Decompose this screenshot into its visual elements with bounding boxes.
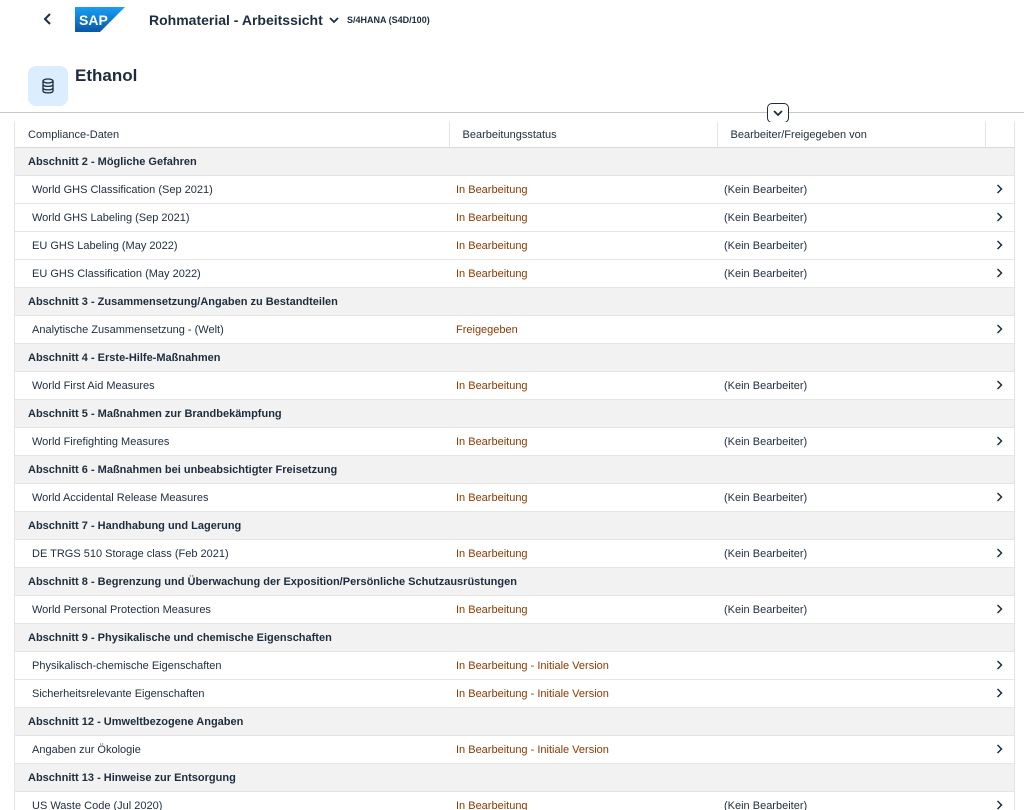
- group-header-row: [15, 148, 1014, 176]
- sap-logo[interactable]: [75, 7, 125, 32]
- group-header-row: [15, 624, 1014, 652]
- group-header-row: [15, 512, 1014, 540]
- table-row[interactable]: [15, 680, 1014, 708]
- processing-status-cell: In Bearbeitung: [449, 204, 717, 232]
- app-title: Rohmaterial - Arbeitssicht: [149, 12, 323, 28]
- row-navigation[interactable]: [985, 540, 1014, 568]
- table-row[interactable]: [15, 736, 1014, 764]
- processor-cell: [717, 652, 985, 680]
- processing-status-cell: In Bearbeitung - Initiale Version: [449, 680, 717, 708]
- compliance-data-cell: EU GHS Labeling (May 2022): [15, 232, 449, 260]
- processor-cell: [717, 680, 985, 708]
- processor-cell: (Kein Bearbeiter): [717, 540, 985, 568]
- table-row[interactable]: [15, 484, 1014, 512]
- row-navigation[interactable]: [985, 204, 1014, 232]
- group-title: Abschnitt 2 - Mögliche Gefahren: [15, 148, 1014, 176]
- chevron-right-icon: [996, 240, 1003, 250]
- column-header-processing-status[interactable]: Bearbeitungsstatus: [449, 122, 717, 148]
- processing-status-cell: In Bearbeitung: [449, 372, 717, 400]
- object-icon: [28, 66, 68, 106]
- row-navigation[interactable]: [985, 792, 1014, 810]
- group-header-row: [15, 708, 1014, 736]
- group-title: Abschnitt 4 - Erste-Hilfe-Maßnahmen: [15, 344, 1014, 372]
- compliance-data-cell: EU GHS Classification (May 2022): [15, 260, 449, 288]
- column-header-navigation: [985, 122, 1014, 148]
- compliance-data-cell: World GHS Labeling (Sep 2021): [15, 204, 449, 232]
- processing-status-cell: In Bearbeitung: [449, 176, 717, 204]
- row-navigation[interactable]: [985, 428, 1014, 456]
- group-title: Abschnitt 7 - Handhabung und Lagerung: [15, 512, 1014, 540]
- row-navigation[interactable]: [985, 680, 1014, 708]
- object-title: Ethanol: [75, 66, 138, 85]
- chevron-left-icon: [43, 13, 53, 25]
- chevron-right-icon: [996, 184, 1003, 194]
- table-row[interactable]: [15, 652, 1014, 680]
- header-divider: [0, 112, 1024, 113]
- collapse-header-button[interactable]: [767, 103, 789, 123]
- table-header-row: [15, 122, 1014, 148]
- table-row[interactable]: [15, 176, 1014, 204]
- processor-cell: (Kein Bearbeiter): [717, 792, 985, 810]
- compliance-data-cell: Analytische Zusammensetzung - (Welt): [15, 316, 449, 344]
- column-header-processor[interactable]: Bearbeiter/Freigegeben von: [717, 122, 985, 148]
- group-title: Abschnitt 8 - Begrenzung und Überwachung der Exposition/Persönliche Schutzausrüstungen: [15, 568, 1014, 596]
- compliance-data-cell: World Accidental Release Measures: [15, 484, 449, 512]
- group-title: Abschnitt 9 - Physikalische und chemische Eigenschaften: [15, 624, 1014, 652]
- table-row[interactable]: [15, 260, 1014, 288]
- chevron-right-icon: [996, 436, 1003, 446]
- column-header-compliance-data[interactable]: Compliance-Daten: [15, 122, 449, 148]
- group-header-row: [15, 568, 1014, 596]
- chevron-right-icon: [996, 268, 1003, 278]
- table-row[interactable]: [15, 428, 1014, 456]
- group-header-row: [15, 456, 1014, 484]
- row-navigation[interactable]: [985, 316, 1014, 344]
- chevron-right-icon: [996, 492, 1003, 502]
- processing-status-cell: Freigegeben: [449, 316, 717, 344]
- row-navigation[interactable]: [985, 176, 1014, 204]
- processing-status-cell: In Bearbeitung: [449, 540, 717, 568]
- group-title: Abschnitt 12 - Umweltbezogene Angaben: [15, 708, 1014, 736]
- database-icon: [41, 78, 55, 94]
- processor-cell: (Kein Bearbeiter): [717, 260, 985, 288]
- sap-logo-graphic: [75, 7, 125, 32]
- app-title-menu[interactable]: [149, 12, 339, 28]
- chevron-down-icon: [329, 16, 339, 24]
- group-header-row: [15, 288, 1014, 316]
- processor-cell: (Kein Bearbeiter): [717, 428, 985, 456]
- processing-status-cell: In Bearbeitung: [449, 232, 717, 260]
- compliance-data-cell: US Waste Code (Jul 2020): [15, 792, 449, 810]
- row-navigation[interactable]: [985, 652, 1014, 680]
- chevron-right-icon: [996, 744, 1003, 754]
- processor-cell: (Kein Bearbeiter): [717, 484, 985, 512]
- group-title: Abschnitt 13 - Hinweise zur Entsorgung: [15, 764, 1014, 792]
- compliance-data-cell: DE TRGS 510 Storage class (Feb 2021): [15, 540, 449, 568]
- chevron-right-icon: [996, 212, 1003, 222]
- processor-cell: [717, 316, 985, 344]
- processor-cell: [717, 736, 985, 764]
- group-header-row: [15, 400, 1014, 428]
- group-header-row: [15, 764, 1014, 792]
- processing-status-cell: In Bearbeitung: [449, 596, 717, 624]
- compliance-data-cell: World GHS Classification (Sep 2021): [15, 176, 449, 204]
- group-title: Abschnitt 3 - Zusammensetzung/Angaben zu Bestandteilen: [15, 288, 1014, 316]
- svg-text:SAP: SAP: [79, 12, 108, 28]
- processing-status-cell: In Bearbeitung: [449, 428, 717, 456]
- group-title: Abschnitt 6 - Maßnahmen bei unbeabsichtigter Freisetzung: [15, 456, 1014, 484]
- chevron-right-icon: [996, 548, 1003, 558]
- processor-cell: (Kein Bearbeiter): [717, 176, 985, 204]
- system-label: S/4HANA (S4D/100): [347, 15, 430, 25]
- processing-status-cell: In Bearbeitung - Initiale Version: [449, 652, 717, 680]
- group-title: Abschnitt 5 - Maßnahmen zur Brandbekämpfung: [15, 400, 1014, 428]
- shell-bar: [0, 0, 1024, 44]
- table-row[interactable]: [15, 316, 1014, 344]
- processor-cell: (Kein Bearbeiter): [717, 372, 985, 400]
- row-navigation[interactable]: [985, 596, 1014, 624]
- processor-cell: (Kein Bearbeiter): [717, 232, 985, 260]
- row-navigation[interactable]: [985, 232, 1014, 260]
- chevron-right-icon: [996, 800, 1003, 810]
- processor-cell: (Kein Bearbeiter): [717, 596, 985, 624]
- table-body: [15, 148, 1014, 810]
- chevron-right-icon: [996, 324, 1003, 334]
- row-navigation[interactable]: [985, 260, 1014, 288]
- processing-status-cell: In Bearbeitung: [449, 484, 717, 512]
- group-header-row: [15, 344, 1014, 372]
- chevron-right-icon: [996, 380, 1003, 390]
- processor-cell: (Kein Bearbeiter): [717, 204, 985, 232]
- table-row[interactable]: [15, 204, 1014, 232]
- compliance-data-cell: World Firefighting Measures: [15, 428, 449, 456]
- table-row[interactable]: [15, 540, 1014, 568]
- compliance-table: [15, 122, 1014, 810]
- compliance-data-cell: Angaben zur Ökologie: [15, 736, 449, 764]
- chevron-right-icon: [996, 604, 1003, 614]
- compliance-data-cell: Physikalisch-chemische Eigenschaften: [15, 652, 449, 680]
- table-row[interactable]: [15, 792, 1014, 810]
- processing-status-cell: In Bearbeitung: [449, 260, 717, 288]
- compliance-data-cell: Sicherheitsrelevante Eigenschaften: [15, 680, 449, 708]
- compliance-data-cell: World First Aid Measures: [15, 372, 449, 400]
- chevron-right-icon: [996, 660, 1003, 670]
- back-button[interactable]: [40, 10, 56, 32]
- table-row[interactable]: [15, 596, 1014, 624]
- row-navigation[interactable]: [985, 484, 1014, 512]
- table-row[interactable]: [15, 232, 1014, 260]
- row-navigation[interactable]: [985, 736, 1014, 764]
- processing-status-cell: In Bearbeitung: [449, 792, 717, 810]
- processing-status-cell: In Bearbeitung - Initiale Version: [449, 736, 717, 764]
- table-row[interactable]: [15, 372, 1014, 400]
- object-header: [0, 44, 1024, 112]
- chevron-right-icon: [996, 688, 1003, 698]
- chevron-down-icon: [773, 109, 783, 117]
- compliance-table-container[interactable]: [14, 122, 1015, 810]
- row-navigation[interactable]: [985, 372, 1014, 400]
- compliance-data-cell: World Personal Protection Measures: [15, 596, 449, 624]
